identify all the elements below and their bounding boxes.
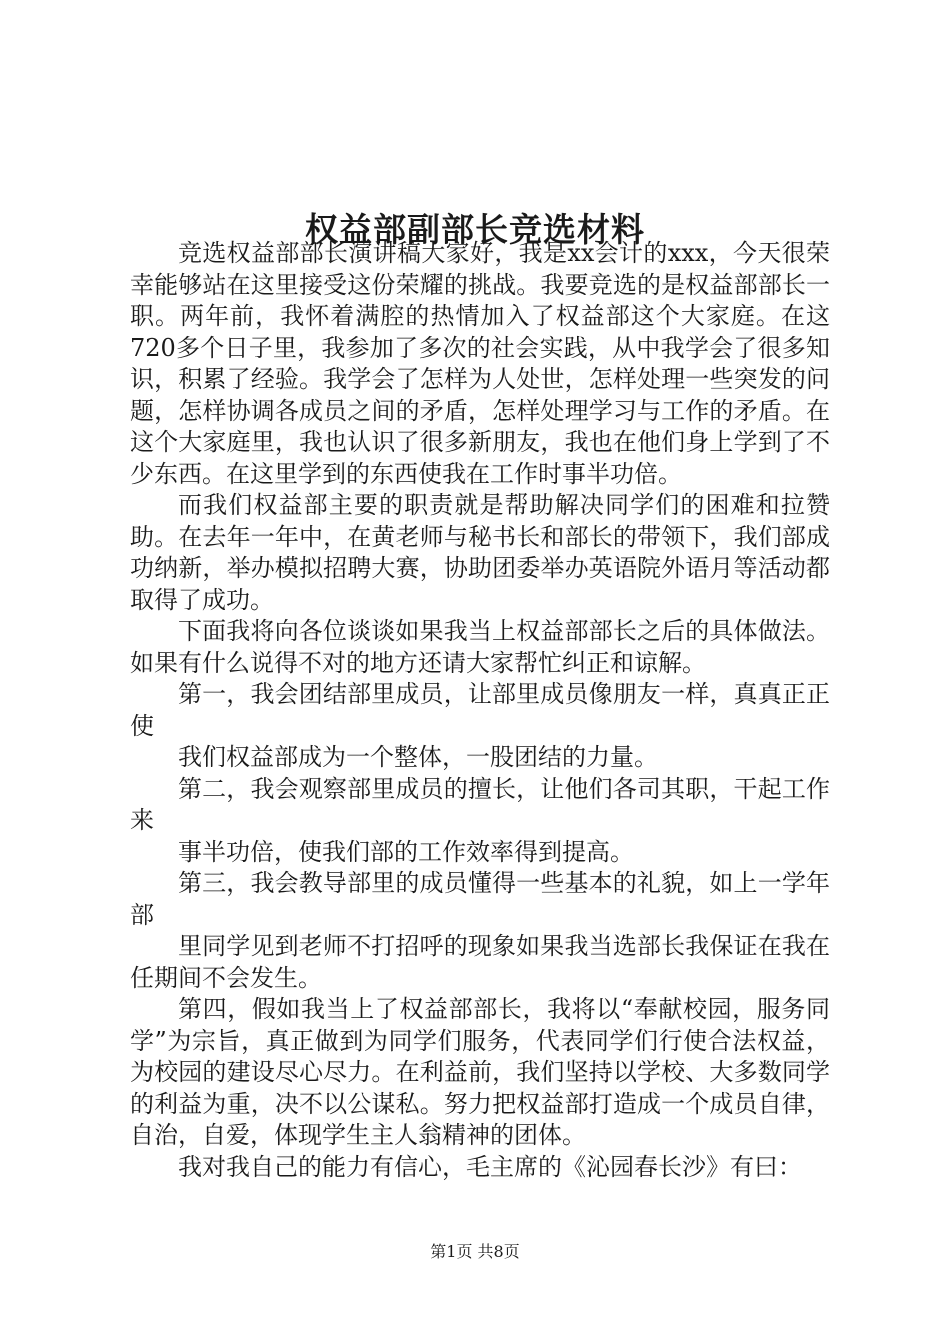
paragraph: 下面我将向各位谈谈如果我当上权益部部长之后的具体做法。如果有什么说得不对的地方还请大家帮忙纠正和谅解。 [130, 617, 830, 677]
page-number-footer: 第1页 共8页 [430, 1242, 520, 1261]
document-title: 权益部副部长竞选材料 [305, 210, 645, 250]
paragraph: 第二，我会观察部里成员的擅长，让他们各司其职，干起工作来 [130, 774, 830, 834]
paragraph: 我们权益部成为一个整体，一股团结的力量。 [178, 743, 658, 771]
paragraph: 里同学见到老师不打招呼的现象如果我当选部长我保证在我在任期间不会发生。 [130, 932, 830, 992]
paragraph: 我对我自己的能力有信心，毛主席的《沁园春长沙》有曰： [178, 1152, 802, 1181]
paragraph: 竞选权益部部长演讲稿大家好，我是xx会计的xxx，今天很荣幸能够站在这里接受这份荣耀的挑战。我要竞选的是权益部部长一职。两年前，我怀着满腔的热情加入了权益部这个大家庭。在这720多个日子里，我参加了多次的社会实践，从中我学会了很多知识，积累了经验。我学会了怎样为人处世，怎样处理一些突发的问题，怎样协调各成员之间的矛盾，怎样处理学习与工作的矛盾。在这个大家庭里，我也认识了很多新朋友，我也在他们身上学到了不少东西。在这里学到的东西使我在工作时事半功倍。 [130, 239, 830, 488]
paragraph: 而我们权益部主要的职责就是帮助解决同学们的困难和拉赞助。在去年一年中，在黄老师与秘书长和部长的带领下，我们部成功纳新，举办模拟招聘大赛，协助团委举办英语院外语月等活动都取得了成功。 [130, 491, 830, 614]
document-body [130, 238, 830, 1183]
paragraph: 第三，我会教导部里的成员懂得一些基本的礼貌，如上一学年部 [130, 869, 830, 929]
paragraph: 事半功倍，使我们部的工作效率得到提高。 [178, 837, 634, 866]
paragraph: 第一，我会团结部里成员，让部里成员像朋友一样，真真正正使 [130, 680, 830, 740]
paragraph: 第四，假如我当上了权益部部长，我将以“奉献校园，服务同学”为宗旨，真正做到为同学们服务，代表同学们行使合法权益，为校园的建设尽心尽力。在利益前，我们坚持以学校、大多数同学的利益为重，决不以公谋私。努力把权益部打造成一个成员自律，自治，自爱，体现学生主人翁精神的团体。 [130, 995, 830, 1149]
